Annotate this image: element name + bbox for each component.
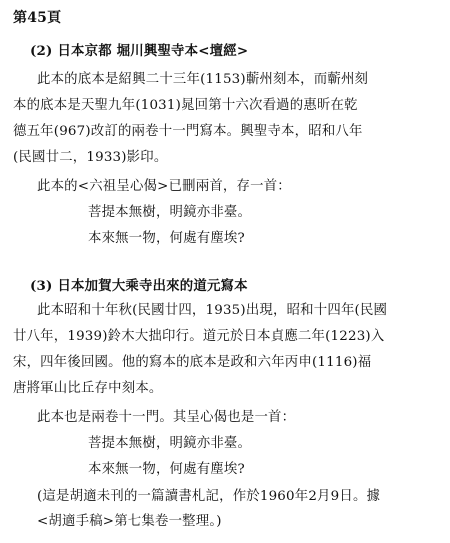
section-2-poem-line: 菩提本無樹，明鏡亦非臺。: [88, 205, 252, 220]
section-2-paragraph-line: 此本的底本是紹興二十三年(1153)蘄州刻本，而蘄州刻: [37, 72, 369, 87]
section-3-heading: (3) 日本加賀大乘寺出來的道元寫本: [30, 278, 248, 294]
section-3-poem-intro: 此本也是兩卷十一門。其呈心偈也是一首：: [37, 410, 296, 425]
section-2-paragraph-line: (民國廿二，1933)影印。: [13, 150, 168, 165]
section-2-paragraph-line: 本的底本是天聖九年(1031)晁回第十六次看過的惠昕在乾: [13, 98, 358, 113]
section-3-poem-line: 本來無一物，何處有塵埃?: [88, 462, 245, 477]
editorial-note-line: (這是胡適未刊的一篇讀書札記，作於1960年2月9日。據: [37, 489, 381, 504]
section-2-poem-intro: 此本的<六祖呈心偈>已刪兩首，存一首：: [37, 179, 291, 194]
section-3-paragraph-line: 此本昭和十年秋(民國廿四，1935)出現，昭和十四年(民國: [37, 303, 388, 318]
section-2-paragraph-line: 德五年(967)改訂的兩卷十一門寫本。興聖寺本，昭和八年: [13, 124, 363, 139]
section-3-paragraph-line: 宋，四年後回國。他的寫本的底本是政和六年丙申(1116)福: [13, 355, 372, 370]
section-2-poem-line: 本來無一物，何處有塵埃?: [88, 231, 245, 246]
section-3-poem-line: 菩提本無樹，明鏡亦非臺。: [88, 436, 252, 451]
section-2-heading: (2) 日本京都 堀川興聖寺本<壇經>: [30, 43, 249, 59]
page-number-label: 第45頁: [13, 10, 62, 26]
section-3-paragraph-line: 廿八年，1939)鈴木大拙印行。道元於日本貞應二年(1223)入: [13, 329, 385, 344]
section-3-paragraph-line: 唐將軍山比丘存中刻本。: [13, 381, 163, 396]
editorial-note-line: <胡適手稿>第七集卷一整理。): [37, 514, 222, 529]
